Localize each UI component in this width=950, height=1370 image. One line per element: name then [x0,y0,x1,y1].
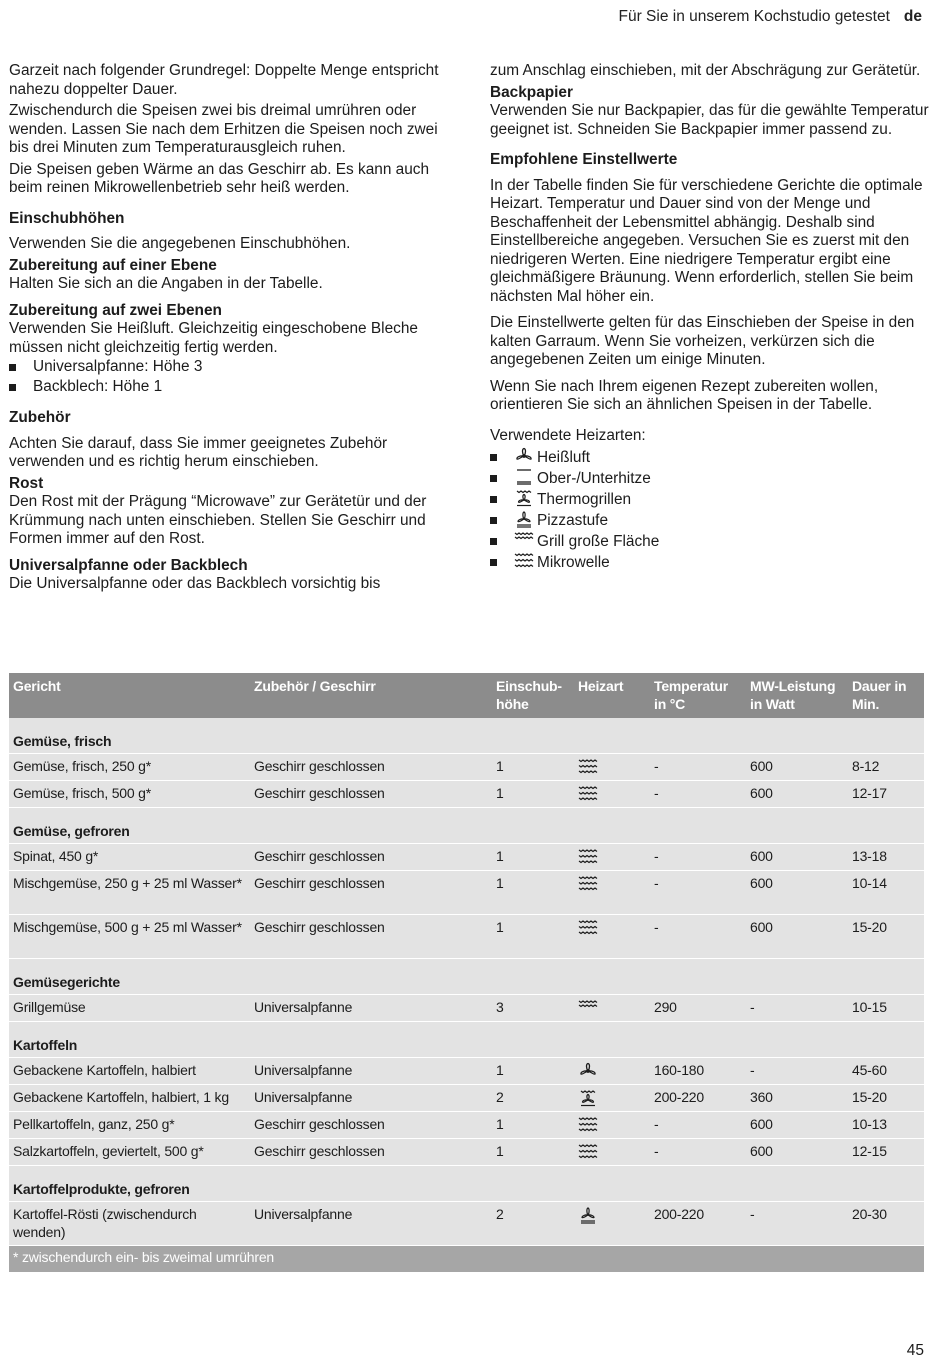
paragraph: Wenn Sie nach Ihrem eigenen Rezept zubereiten wollen, orientieren Sie sich an ähnlichen Speisen in der Tabelle. [490,377,879,413]
table-row [9,1139,924,1166]
paragraph: Halten Sie sich an die Angaben in der Tabelle. [9,275,323,292]
microwave-icon [578,875,598,897]
paragraph: Zwischendurch die Speisen zwei bis dreimal umrühren oder wenden. Lassen Sie nach dem Erhitzen die Speisen noch zwei bis drei Minuten zum Temperaturausgleich ruhen. [9,102,438,156]
fan-icon [578,1062,598,1084]
heading-backpapier: Backpapier [490,83,573,101]
table-section-row [9,1166,924,1202]
cell-level: 1 [496,1116,504,1132]
cell-acc: Geschirr geschlossen [254,875,385,891]
cell-acc: Universalpfanne [254,1089,353,1105]
table-section-row [9,1022,924,1058]
microwave-icon [514,554,537,571]
cell-time: 12-15 [852,1143,887,1159]
heading-universalpfanne: Universalpfanne oder Backblech [9,556,248,574]
heizart-label: Ober-/Unterhitze [537,470,651,487]
paragraph: Verwenden Sie Heißluft. Gleichzeitig eingeschobene Bleche müssen nicht gleichzeitig fertig werden. [9,320,418,356]
cell-mw: 600 [750,1143,773,1159]
list-item: Universalpfanne: Höhe 3 [9,357,449,377]
table-section-row [9,718,924,754]
left-column [9,62,449,602]
cell-dish: Gemüse, frisch, 250 g* [13,758,151,774]
pizza-icon [578,1206,598,1228]
cell-level: 1 [496,1062,504,1078]
heading-einschubhoehen: Einschubhöhen [9,209,125,227]
table-body [9,718,924,1246]
cell-level: 1 [496,848,504,864]
paragraph: zum Anschlag einschieben, mit der Abschrägung zur Gerätetür. [490,62,921,79]
heading-ebene1: Zubereitung auf einer Ebene [9,256,217,274]
table-row [9,1085,924,1112]
cell-level: 1 [496,919,504,935]
cell-mw: - [750,1206,755,1222]
cell-temp: 200-220 [654,1089,704,1105]
paragraph: Verwenden Sie die angegebenen Einschubhöhen. [9,235,351,252]
microwave-icon [578,785,598,807]
heizarten-label: Verwendete Heizarten: [490,426,646,444]
cell-dish: Pellkartoffeln, ganz, 250 g* [13,1116,175,1132]
heizart-label: Pizzastufe [537,512,609,529]
col-header-dauer: Dauer in Min. [852,678,907,712]
top-bottom-heat-icon [514,470,537,487]
cell-temp: 200-220 [654,1206,704,1222]
heizart-label: Thermogrillen [537,491,632,508]
section-title: Kartoffelprodukte, gefroren [13,1181,190,1197]
heading-ebene2: Zubereitung auf zwei Ebenen [9,301,222,319]
paragraph: Achten Sie darauf, dass Sie immer geeignetes Zubehör verwenden und es richtig herum einschieben. [9,434,388,470]
col-header-zubehoer: Zubehör / Geschirr [254,678,376,694]
cell-temp: 290 [654,999,677,1015]
cell-dish: Grillgemüse [13,999,86,1015]
col-header-mw-leistung: MW-Leistung in Watt [750,678,836,712]
cell-temp: - [654,875,659,891]
table-row [9,1202,924,1246]
fan-icon [514,449,537,466]
cell-temp: - [654,758,659,774]
cell-mw: 600 [750,919,773,935]
cell-dish: Mischgemüse, 500 g + 25 ml Wasser* [13,919,242,935]
right-column [490,62,930,581]
cell-mw: 360 [750,1089,773,1105]
heading-zubehoer: Zubehör [9,409,71,426]
cell-acc: Geschirr geschlossen [254,1143,385,1159]
cell-time: 20-30 [852,1206,887,1222]
cell-time: 10-15 [852,999,887,1015]
list-item: Backblech: Höhe 1 [9,377,449,397]
section-title: Kartoffeln [13,1037,78,1053]
microwave-icon [578,1116,598,1138]
grill-large-icon [578,999,598,1021]
cell-dish: Kartoffel-Rösti (zwischendurch wenden) [13,1206,197,1240]
thermogrill-icon [514,491,537,508]
cell-acc: Geschirr geschlossen [254,1116,385,1132]
heizart-label: Mikrowelle [537,554,610,571]
footnote-text: * zwischendurch ein- bis zweimal umrühren [13,1249,275,1265]
cell-dish: Gemüse, frisch, 500 g* [13,785,151,801]
cell-dish: Mischgemüse, 250 g + 25 ml Wasser* [13,875,242,891]
cell-mw: - [750,999,755,1015]
cell-mw: 600 [750,758,773,774]
table-row [9,995,924,1022]
heizart-item [490,531,930,552]
cell-acc: Universalpfanne [254,999,353,1015]
microwave-icon [578,919,598,941]
cell-time: 10-14 [852,875,887,891]
table-row [9,844,924,871]
heizarten-list [490,447,930,573]
table-row [9,754,924,781]
cell-time: 45-60 [852,1062,887,1078]
bullet-list [9,357,449,397]
cell-level: 2 [496,1206,504,1222]
heizart-item [490,468,930,489]
paragraph: Den Rost mit der Prägung “Microwave” zur Gerätetür und der Krümmung nach unten einschieben. Stellen Sie Geschirr und Formen immer auf den Rost. [9,493,427,547]
cell-dish: Spinat, 450 g* [13,848,99,864]
cell-acc: Geschirr geschlossen [254,758,385,774]
cell-mw: 600 [750,1116,773,1132]
cell-dish: Gebackene Kartoffeln, halbiert, 1 kg [13,1089,229,1105]
cell-time: 8-12 [852,758,880,774]
page-header [619,8,923,26]
table-row [9,871,924,915]
cell-temp: - [654,785,659,801]
cell-time: 10-13 [852,1116,887,1132]
table-footnote [9,1246,924,1272]
pizza-icon [514,512,537,529]
cell-temp: - [654,848,659,864]
table-section-row [9,959,924,995]
header-title: Für Sie in unserem Kochstudio getestet [618,8,890,25]
table-section-row [9,808,924,844]
cell-level: 3 [496,999,504,1015]
cell-temp: - [654,1116,659,1132]
settings-table [9,673,924,1272]
microwave-icon [578,758,598,780]
cell-acc: Geschirr geschlossen [254,919,385,935]
cell-time: 13-18 [852,848,887,864]
cell-acc: Geschirr geschlossen [254,848,385,864]
heizart-item [490,510,930,531]
table-row [9,915,924,959]
cell-time: 12-17 [852,785,887,801]
cell-level: 1 [496,758,504,774]
cell-dish: Gebackene Kartoffeln, halbiert [13,1062,196,1078]
thermogrill-icon [578,1089,598,1111]
cell-level: 2 [496,1089,504,1105]
microwave-icon [578,848,598,870]
paragraph: Garzeit nach folgender Grundregel: Doppelte Menge entspricht nahezu doppelter Dauer. [9,62,439,98]
paragraph: Die Einstellwerte gelten für das Einschieben der Speise in den kalten Garraum. Wenn Sie vorheizen, verkürzen sich die angegebenen Zeiten um einige Minuten. [490,314,915,368]
heading-einstellwerte: Empfohlene Einstellwerte [490,151,678,168]
table-header [9,673,924,718]
language-code: de [903,8,922,25]
cell-level: 1 [496,1143,504,1159]
heizart-item [490,447,930,468]
cell-acc: Universalpfanne [254,1206,353,1222]
cell-level: 1 [496,785,504,801]
cell-temp: - [654,919,659,935]
cell-mw: 600 [750,848,773,864]
section-title: Gemüsegerichte [13,974,120,990]
section-title: Gemüse, frisch [13,733,112,749]
table-row [9,1058,924,1085]
table-row [9,781,924,808]
col-header-einschubhoehe: Einschub- höhe [496,678,562,712]
cell-mw: 600 [750,875,773,891]
cell-mw: 600 [750,785,773,801]
heading-rost: Rost [9,474,44,492]
cell-acc: Universalpfanne [254,1062,353,1078]
col-header-heizart: Heizart [578,678,624,694]
paragraph: Die Universalpfanne oder das Backblech vorsichtig bis [9,575,381,592]
section-title: Gemüse, gefroren [13,823,130,839]
paragraph: In der Tabelle finden Sie für verschiedene Gerichte die optimale Heizart. Temperatur und Dauer sind von der Menge und Beschaffenheit der Lebensmittel abhängig. Deshalb sind Einstellbereiche angegeben. Versuchen Sie es zuerst mit den niedrigeren Werten. Eine niedrigere Temperatur ergibt eine gleichmäßigere Bräunung. Wenn erforderlich, stellen Sie beim nächsten Mal höher ein. [490,176,923,305]
cell-dish: Salzkartoffeln, geviertelt, 500 g* [13,1143,204,1159]
microwave-icon [578,1143,598,1165]
col-header-gericht: Gericht [13,678,61,694]
col-header-temperatur: Temperatur in °C [654,678,728,712]
cell-time: 15-20 [852,1089,887,1105]
paragraph: Die Speisen geben Wärme an das Geschirr ab. Es kann auch beim reinen Mikrowellenbetrieb sehr heiß werden. [9,160,430,196]
cell-time: 15-20 [852,919,887,935]
table-row [9,1112,924,1139]
cell-level: 1 [496,875,504,891]
heizart-label: Heißluft [537,449,591,466]
page-number: 45 [906,1342,924,1359]
cell-temp: 160-180 [654,1062,704,1078]
grill-large-icon [514,533,537,550]
cell-temp: - [654,1143,659,1159]
cell-acc: Geschirr geschlossen [254,785,385,801]
heizart-label: Grill große Fläche [537,533,660,550]
heizart-item [490,552,930,573]
cell-mw: - [750,1062,755,1078]
paragraph: Verwenden Sie nur Backpapier, das für die gewählte Temperatur geeignet ist. Schneiden Sie Backpapier immer passend zu. [490,102,929,138]
heizart-item [490,489,930,510]
